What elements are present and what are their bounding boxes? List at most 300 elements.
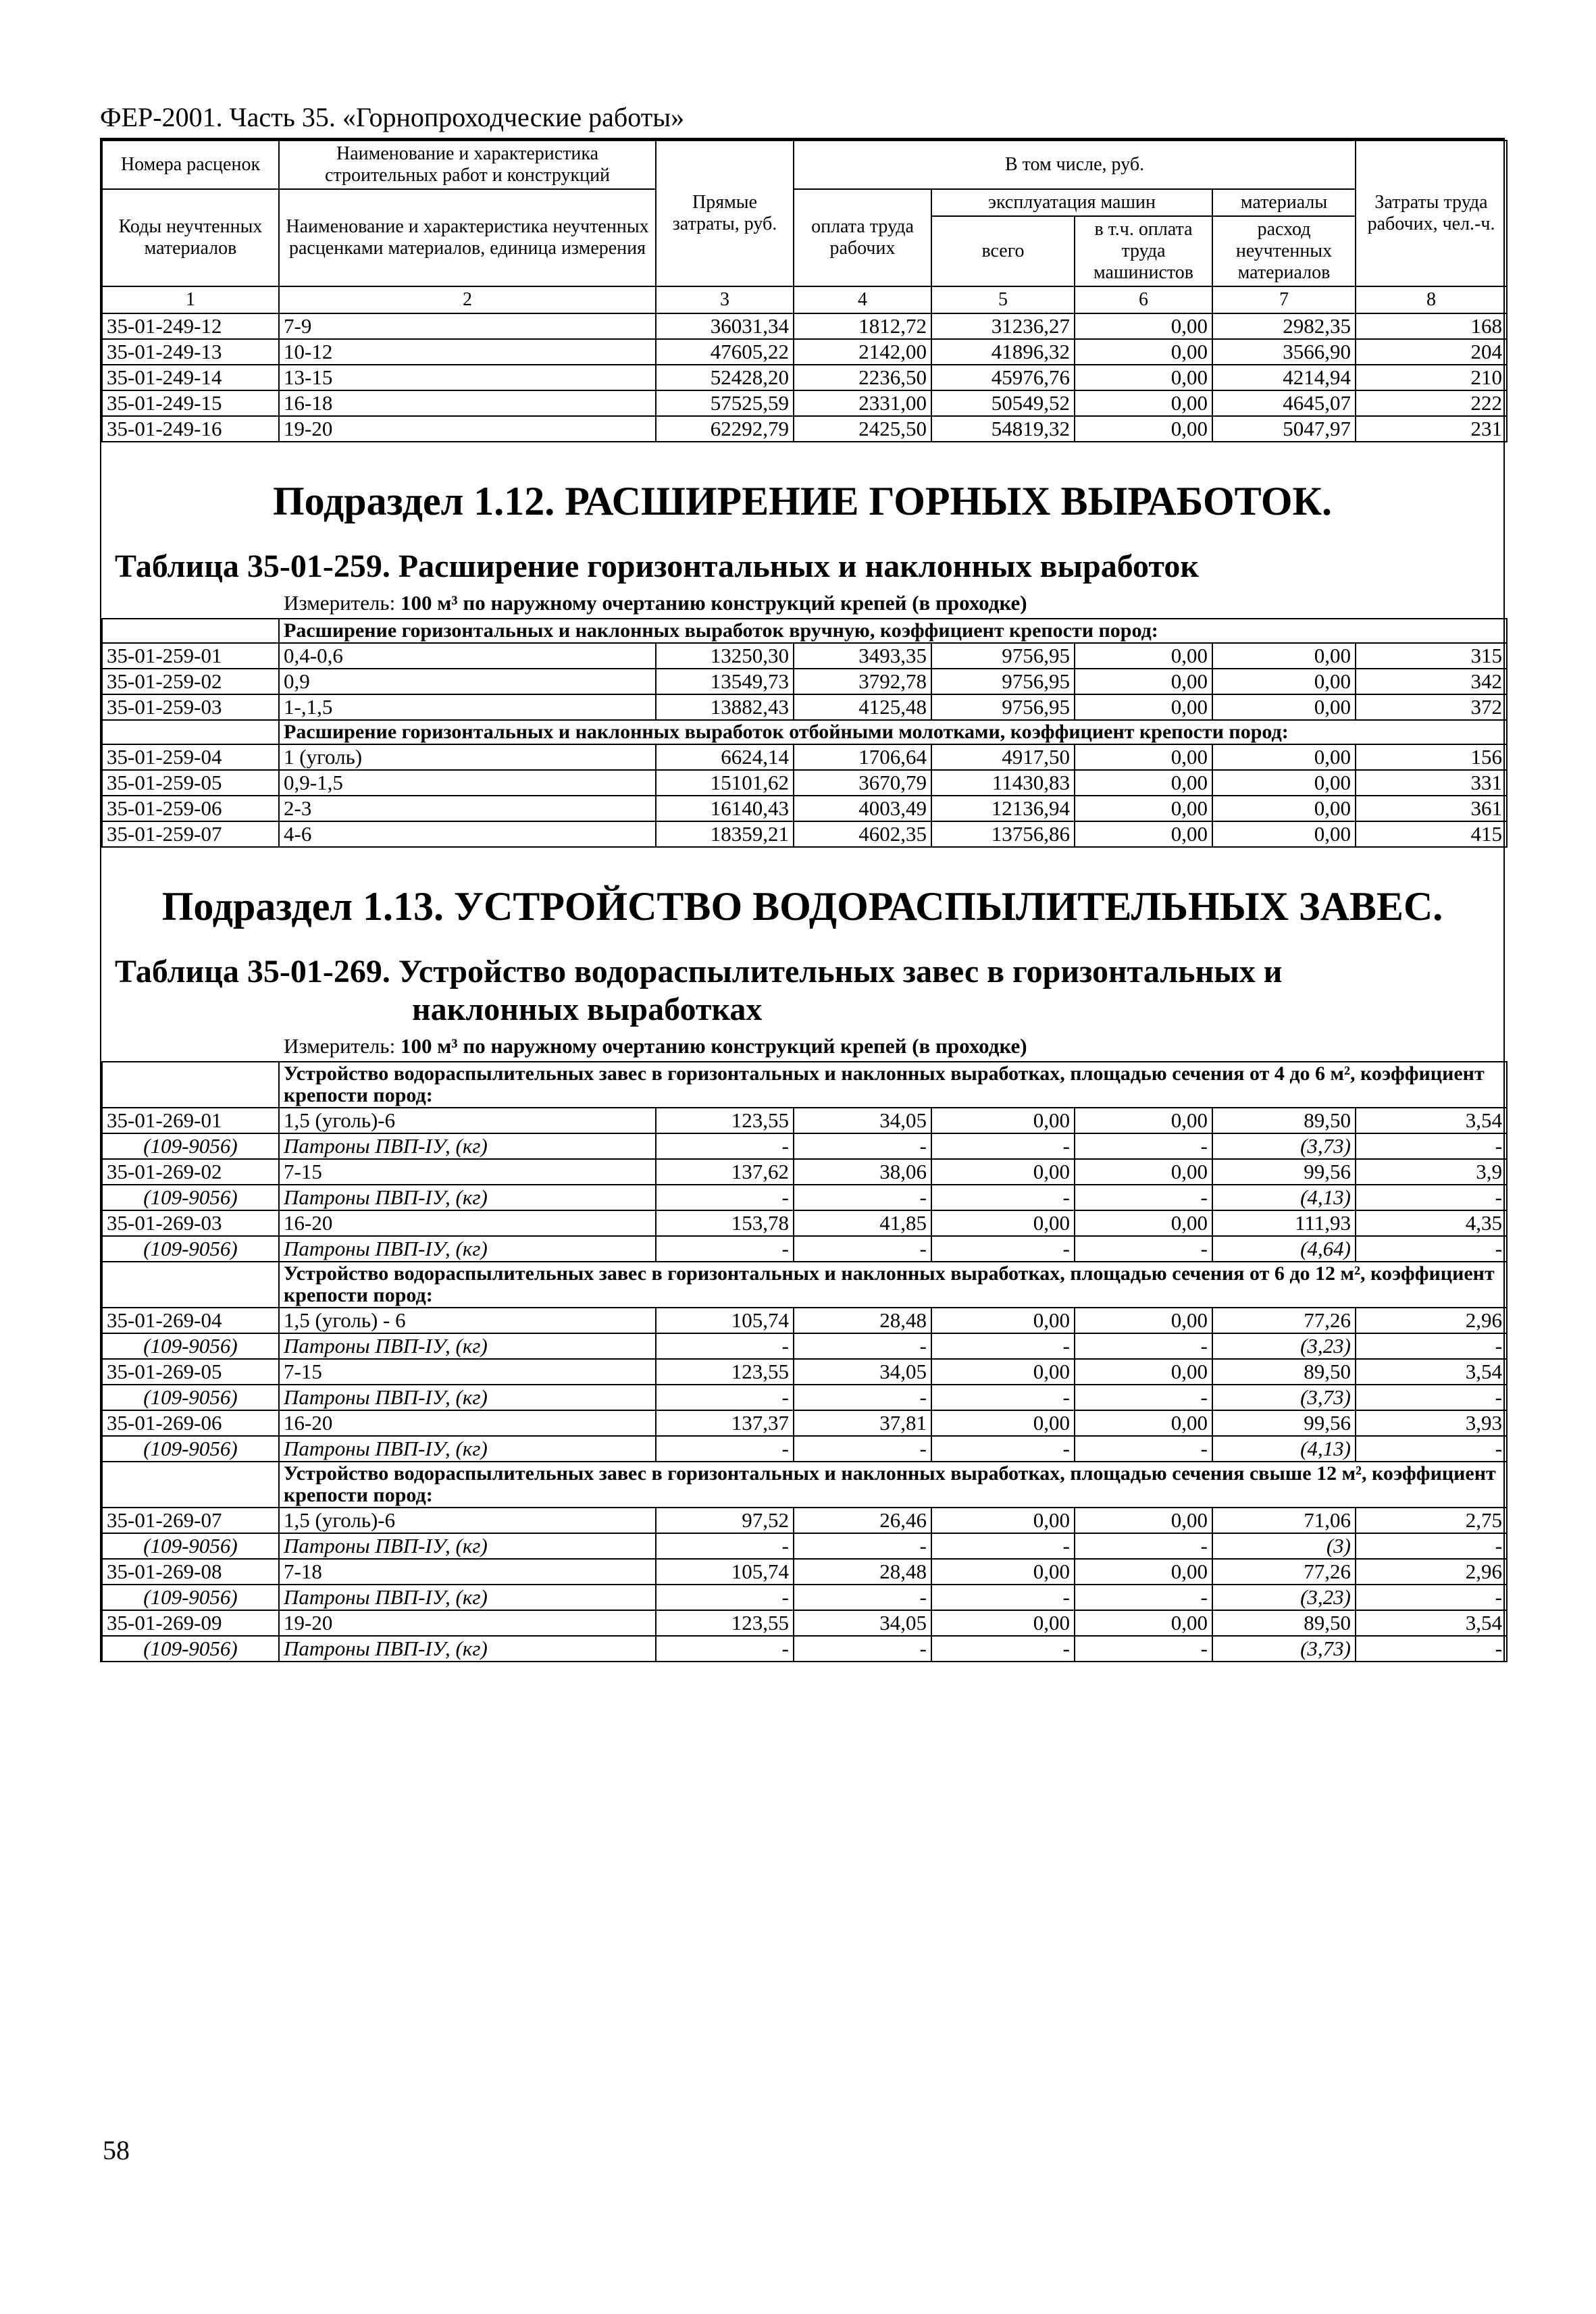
labor-hours: 168 [1356, 313, 1507, 339]
group-header-row [102, 1262, 1507, 1308]
direct-costs: - [656, 1333, 794, 1359]
labor-hours: - [1356, 1585, 1507, 1610]
direct-costs: 153,78 [656, 1210, 794, 1236]
machines-pay: 0,00 [1075, 694, 1212, 720]
machines-total: 50549,52 [931, 390, 1075, 416]
machines-total: 0,00 [931, 1410, 1075, 1436]
materials: 71,06 [1212, 1508, 1356, 1533]
rate-name: 0,9 [279, 669, 656, 694]
table-row [102, 1410, 1507, 1436]
direct-costs: - [656, 1133, 794, 1159]
direct-costs: 13549,73 [656, 669, 794, 694]
rate-name: 7-9 [279, 313, 656, 339]
rate-name: 7-18 [279, 1559, 656, 1585]
labor-hours: - [1356, 1533, 1507, 1559]
direct-costs: 105,74 [656, 1559, 794, 1585]
materials: 77,26 [1212, 1559, 1356, 1585]
materials: 2982,35 [1212, 313, 1356, 339]
rate-code: 35-01-249-12 [102, 313, 279, 339]
column-number: 1 [102, 286, 279, 313]
direct-costs: 97,52 [656, 1508, 794, 1533]
direct-costs: - [656, 1385, 794, 1410]
machines-pay: 0,00 [1075, 365, 1212, 390]
column-number: 4 [794, 286, 931, 313]
material-use: (3) [1212, 1533, 1356, 1559]
header-codes-bottom: Коды неучтенных материалов [102, 189, 279, 286]
labor-pay: 2236,50 [794, 365, 931, 390]
machines-total: 54819,32 [931, 416, 1075, 442]
machines-total: 0,00 [931, 1159, 1075, 1185]
rate-name: 2-3 [279, 796, 656, 821]
page-number: 58 [103, 2135, 130, 2165]
material-use: (3,23) [1212, 1585, 1356, 1610]
column-number: 5 [931, 286, 1075, 313]
direct-costs: 62292,79 [656, 416, 794, 442]
material-code: (109-9056) [102, 1236, 279, 1262]
labor-pay: 2331,00 [794, 390, 931, 416]
rate-name: 19-20 [279, 416, 656, 442]
materials: 0,00 [1212, 770, 1356, 796]
materials: 89,50 [1212, 1108, 1356, 1133]
group-header: Устройство водораспылительных завес в горизонтальных и наклонных выработках, площадью сечения свыше 12 м², коэффициент крепости пород: [279, 1462, 1507, 1508]
material-row [102, 1385, 1507, 1410]
machines-total: 31236,27 [931, 313, 1075, 339]
labor-hours: 331 [1356, 770, 1507, 796]
machines-pay: 0,00 [1075, 1108, 1212, 1133]
machines-total: - [931, 1333, 1075, 1359]
direct-costs: 123,55 [656, 1359, 794, 1385]
document-page [100, 101, 1505, 1662]
labor-pay: 3493,35 [794, 643, 931, 669]
machines-total: 0,00 [931, 1308, 1075, 1333]
machines-pay: 0,00 [1075, 1559, 1212, 1585]
machines-pay: 0,00 [1075, 669, 1212, 694]
materials: 5047,97 [1212, 416, 1356, 442]
document-frame [100, 140, 1505, 1662]
materials: 111,93 [1212, 1210, 1356, 1236]
machines-total: 11430,83 [931, 770, 1075, 796]
table-meter-269 [101, 1034, 1503, 1061]
labor-pay: 28,48 [794, 1308, 931, 1333]
materials: 99,56 [1212, 1410, 1356, 1436]
machines-total: 0,00 [931, 1508, 1075, 1533]
table-row [102, 770, 1507, 796]
machines-pay: 0,00 [1075, 313, 1212, 339]
rate-code: 35-01-269-08 [102, 1559, 279, 1585]
labor-pay: 38,06 [794, 1159, 931, 1185]
machines-pay: - [1075, 1533, 1212, 1559]
rate-name: 19-20 [279, 1610, 656, 1636]
header-materials-use: расход неучтенных материалов [1212, 216, 1356, 286]
group-header-row [102, 1062, 1507, 1108]
labor-pay: - [794, 1436, 931, 1462]
meter-value: 100 м³ по наружному очертанию конструкций крепей (в проходке) [400, 591, 1027, 615]
machines-pay: 0,00 [1075, 643, 1212, 669]
table-row [102, 1159, 1507, 1185]
header-labor-costs: Затраты труда рабочих, чел.-ч. [1356, 140, 1507, 286]
labor-hours: - [1356, 1236, 1507, 1262]
material-code: (109-9056) [102, 1385, 279, 1410]
labor-hours: - [1356, 1133, 1507, 1159]
labor-pay: 1812,72 [794, 313, 931, 339]
table-row [102, 313, 1507, 339]
table-row [102, 1210, 1507, 1236]
table-row [102, 390, 1507, 416]
machines-total: 41896,32 [931, 339, 1075, 365]
direct-costs: 15101,62 [656, 770, 794, 796]
table-row [102, 669, 1507, 694]
rate-name: 1,5 (уголь) - 6 [279, 1308, 656, 1333]
material-use: (4,64) [1212, 1236, 1356, 1262]
labor-pay: 34,05 [794, 1610, 931, 1636]
table-body-249 [102, 313, 1507, 442]
direct-costs: 13882,43 [656, 694, 794, 720]
group-header: Расширение горизонтальных и наклонных выработок отбойными молотками, коэффициент крепости пород: [279, 720, 1507, 744]
rate-name: 16-18 [279, 390, 656, 416]
table-row [102, 821, 1507, 847]
rate-code: 35-01-269-02 [102, 1159, 279, 1185]
header-column-numbers [102, 286, 1507, 313]
machines-pay: 0,00 [1075, 744, 1212, 770]
labor-pay: - [794, 1585, 931, 1610]
machines-pay: - [1075, 1385, 1212, 1410]
labor-pay: 26,46 [794, 1508, 931, 1533]
labor-pay: 4602,35 [794, 821, 931, 847]
rate-name: 16-20 [279, 1410, 656, 1436]
labor-pay: 34,05 [794, 1359, 931, 1385]
price-table-249 [101, 140, 1508, 442]
machines-pay: 0,00 [1075, 1210, 1212, 1236]
table-title-269 [101, 953, 1503, 1034]
rate-code: 35-01-269-03 [102, 1210, 279, 1236]
labor-pay: - [794, 1533, 931, 1559]
group-header: Устройство водораспылительных завес в горизонтальных и наклонных выработках, площадью сечения от 4 до 6 м², коэффициент крепости пород: [279, 1062, 1507, 1108]
machines-pay: - [1075, 1133, 1212, 1159]
material-row [102, 1636, 1507, 1662]
machines-pay: 0,00 [1075, 1610, 1212, 1636]
rate-code: 35-01-269-04 [102, 1308, 279, 1333]
direct-costs: 13250,30 [656, 643, 794, 669]
machines-pay: 0,00 [1075, 339, 1212, 365]
direct-costs: 57525,59 [656, 390, 794, 416]
labor-pay: 3670,79 [794, 770, 931, 796]
labor-pay: 37,81 [794, 1410, 931, 1436]
material-name: Патроны ПВП-IУ, (кг) [279, 1185, 656, 1210]
material-code: (109-9056) [102, 1436, 279, 1462]
labor-hours: 3,54 [1356, 1610, 1507, 1636]
table-row [102, 416, 1507, 442]
machines-total: 4917,50 [931, 744, 1075, 770]
rate-code: 35-01-259-01 [102, 643, 279, 669]
machines-total: 0,00 [931, 1610, 1075, 1636]
rate-code: 35-01-249-15 [102, 390, 279, 416]
labor-pay: 4125,48 [794, 694, 931, 720]
material-code: (109-9056) [102, 1185, 279, 1210]
direct-costs: 16140,43 [656, 796, 794, 821]
direct-costs: - [656, 1636, 794, 1662]
table-title-269-line1: Таблица 35-01-269. Устройство водораспылительных завес в горизонтальных и [115, 954, 1283, 989]
machines-pay: 0,00 [1075, 796, 1212, 821]
materials: 0,00 [1212, 643, 1356, 669]
direct-costs: 52428,20 [656, 365, 794, 390]
group-blank [102, 619, 279, 643]
table-title-259: Таблица 35-01-259. Расширение горизонтальных и наклонных выработок [115, 548, 1200, 584]
machines-total: - [931, 1533, 1075, 1559]
table-row [102, 339, 1507, 365]
machines-pay: 0,00 [1075, 1410, 1212, 1436]
meter-label: Измеритель: [284, 1034, 396, 1058]
table-row [102, 365, 1507, 390]
direct-costs: - [656, 1533, 794, 1559]
machines-total: 45976,76 [931, 365, 1075, 390]
group-header-row [102, 1462, 1507, 1508]
materials: 0,00 [1212, 669, 1356, 694]
header-name-top: Наименование и характеристика строительных работ и конструкций [279, 140, 656, 189]
column-number: 8 [1356, 286, 1507, 313]
table-row [102, 1359, 1507, 1385]
labor-hours: 415 [1356, 821, 1507, 847]
labor-hours: 3,54 [1356, 1359, 1507, 1385]
material-name: Патроны ПВП-IУ, (кг) [279, 1585, 656, 1610]
material-row [102, 1133, 1507, 1159]
labor-pay: - [794, 1385, 931, 1410]
machines-total: 0,00 [931, 1359, 1075, 1385]
header-labor-pay: оплата труда рабочих [794, 189, 931, 286]
machines-pay: 0,00 [1075, 770, 1212, 796]
machines-total: 0,00 [931, 1108, 1075, 1133]
rate-code: 35-01-259-03 [102, 694, 279, 720]
direct-costs: 137,62 [656, 1159, 794, 1185]
table-row [102, 1308, 1507, 1333]
rate-name: 7-15 [279, 1159, 656, 1185]
materials: 77,26 [1212, 1308, 1356, 1333]
labor-pay: 41,85 [794, 1210, 931, 1236]
price-table-269 [101, 1061, 1508, 1662]
machines-total: - [931, 1185, 1075, 1210]
group-blank [102, 1262, 279, 1308]
material-use: (3,73) [1212, 1133, 1356, 1159]
rate-code: 35-01-259-02 [102, 669, 279, 694]
column-number: 7 [1212, 286, 1356, 313]
table-row [102, 1108, 1507, 1133]
machines-total: 0,00 [931, 1210, 1075, 1236]
header-name-bottom: Наименование и характеристика неучтенных расценками материалов, единица измерения [279, 189, 656, 286]
table-title-269-line2: наклонных выработках [412, 992, 763, 1027]
material-code: (109-9056) [102, 1533, 279, 1559]
machines-pay: 0,00 [1075, 1308, 1212, 1333]
labor-pay: 2425,50 [794, 416, 931, 442]
labor-pay: - [794, 1636, 931, 1662]
labor-hours: 3,9 [1356, 1159, 1507, 1185]
material-name: Патроны ПВП-IУ, (кг) [279, 1236, 656, 1262]
direct-costs: - [656, 1185, 794, 1210]
machines-pay: 0,00 [1075, 1359, 1212, 1385]
group-blank [102, 1062, 279, 1108]
subsection-title-1-13: Подраздел 1.13. УСТРОЙСТВО ВОДОРАСПЫЛИТЕЛЬНЫХ ЗАВЕС. [161, 884, 1443, 929]
machines-total: 9756,95 [931, 643, 1075, 669]
machines-pay: - [1075, 1185, 1212, 1210]
material-use: (4,13) [1212, 1436, 1356, 1462]
price-table-259 [101, 618, 1508, 848]
rate-code: 35-01-259-06 [102, 796, 279, 821]
direct-costs: 137,37 [656, 1410, 794, 1436]
materials: 3566,90 [1212, 339, 1356, 365]
material-name: Патроны ПВП-IУ, (кг) [279, 1133, 656, 1159]
machines-pay: 0,00 [1075, 1508, 1212, 1533]
labor-hours: 204 [1356, 339, 1507, 365]
labor-pay: - [794, 1236, 931, 1262]
labor-pay: 2142,00 [794, 339, 931, 365]
header-including: В том числе, руб. [794, 140, 1356, 189]
materials: 89,50 [1212, 1359, 1356, 1385]
group-header: Расширение горизонтальных и наклонных выработок вручную, коэффициент крепости пород: [279, 619, 1507, 643]
labor-hours: 222 [1356, 390, 1507, 416]
direct-costs: 123,55 [656, 1108, 794, 1133]
materials: 4214,94 [1212, 365, 1356, 390]
machines-pay: - [1075, 1236, 1212, 1262]
machines-pay: - [1075, 1436, 1212, 1462]
machines-total: 0,00 [931, 1559, 1075, 1585]
machines-pay: 0,00 [1075, 1159, 1212, 1185]
material-name: Патроны ПВП-IУ, (кг) [279, 1385, 656, 1410]
material-code: (109-9056) [102, 1585, 279, 1610]
header-machines: эксплуатация машин [931, 189, 1212, 216]
table-body-259 [102, 619, 1507, 847]
machines-total: - [931, 1133, 1075, 1159]
direct-costs: 105,74 [656, 1308, 794, 1333]
group-header-row [102, 720, 1507, 744]
rate-code: 35-01-249-13 [102, 339, 279, 365]
rate-code: 35-01-269-09 [102, 1610, 279, 1636]
materials: 99,56 [1212, 1159, 1356, 1185]
machines-pay: - [1075, 1636, 1212, 1662]
material-use: (3,73) [1212, 1385, 1356, 1410]
rate-name: 0,4-0,6 [279, 643, 656, 669]
labor-pay: - [794, 1333, 931, 1359]
materials: 0,00 [1212, 694, 1356, 720]
table-row [102, 744, 1507, 770]
material-use: (3,23) [1212, 1333, 1356, 1359]
material-row [102, 1585, 1507, 1610]
material-row [102, 1185, 1507, 1210]
labor-hours: 2,96 [1356, 1559, 1507, 1585]
labor-hours: 210 [1356, 365, 1507, 390]
labor-hours: 2,96 [1356, 1308, 1507, 1333]
labor-pay: - [794, 1185, 931, 1210]
header-materials: материалы [1212, 189, 1356, 216]
machines-pay: - [1075, 1585, 1212, 1610]
machines-total: - [931, 1236, 1075, 1262]
labor-hours: - [1356, 1385, 1507, 1410]
subsection-title-1-12: Подраздел 1.12. РАСШИРЕНИЕ ГОРНЫХ ВЫРАБОТОК. [272, 479, 1333, 523]
materials: 89,50 [1212, 1610, 1356, 1636]
rate-code: 35-01-259-07 [102, 821, 279, 847]
rate-code: 35-01-259-04 [102, 744, 279, 770]
rate-name: 16-20 [279, 1210, 656, 1236]
direct-costs: - [656, 1585, 794, 1610]
machines-pay: - [1075, 1333, 1212, 1359]
labor-pay: 1706,64 [794, 744, 931, 770]
material-name: Патроны ПВП-IУ, (кг) [279, 1333, 656, 1359]
direct-costs: 47605,22 [656, 339, 794, 365]
rate-code: 35-01-269-05 [102, 1359, 279, 1385]
table-header [102, 140, 1507, 313]
header-direct-costs: Прямые затраты, руб. [656, 140, 794, 286]
material-name: Патроны ПВП-IУ, (кг) [279, 1436, 656, 1462]
rate-name: 1,5 (уголь)-6 [279, 1508, 656, 1533]
table-meter-259 [101, 591, 1503, 618]
header-machines-pay: в т.ч. оплата труда машинистов [1075, 216, 1212, 286]
material-name: Патроны ПВП-IУ, (кг) [279, 1533, 656, 1559]
materials: 4645,07 [1212, 390, 1356, 416]
table-row [102, 643, 1507, 669]
group-blank [102, 720, 279, 744]
table-row [102, 1559, 1507, 1585]
rate-code: 35-01-249-16 [102, 416, 279, 442]
labor-hours: 342 [1356, 669, 1507, 694]
material-use: (4,13) [1212, 1185, 1356, 1210]
rate-name: 10-12 [279, 339, 656, 365]
header-codes-top: Номера расценок [102, 140, 279, 189]
table-row [102, 1610, 1507, 1636]
meter-label: Измеритель: [284, 591, 396, 615]
machines-total: - [931, 1585, 1075, 1610]
labor-hours: 231 [1356, 416, 1507, 442]
materials: 0,00 [1212, 744, 1356, 770]
rate-code: 35-01-249-14 [102, 365, 279, 390]
labor-hours: - [1356, 1333, 1507, 1359]
materials: 0,00 [1212, 821, 1356, 847]
machines-total: 9756,95 [931, 694, 1075, 720]
machines-pay: 0,00 [1075, 390, 1212, 416]
labor-hours: 4,35 [1356, 1210, 1507, 1236]
machines-total: - [931, 1636, 1075, 1662]
group-header-row [102, 619, 1507, 643]
rate-name: 1 (уголь) [279, 744, 656, 770]
labor-pay: - [794, 1133, 931, 1159]
group-header: Устройство водораспылительных завес в горизонтальных и наклонных выработках, площадью сечения от 6 до 12 м², коэффициент крепости пород: [279, 1262, 1507, 1308]
column-number: 2 [279, 286, 656, 313]
materials: 0,00 [1212, 796, 1356, 821]
material-name: Патроны ПВП-IУ, (кг) [279, 1636, 656, 1662]
rate-name: 0,9-1,5 [279, 770, 656, 796]
machines-total: - [931, 1436, 1075, 1462]
labor-hours: - [1356, 1636, 1507, 1662]
labor-hours: 156 [1356, 744, 1507, 770]
meter-value: 100 м³ по наружному очертанию конструкций крепей (в проходке) [400, 1034, 1027, 1058]
material-code: (109-9056) [102, 1133, 279, 1159]
labor-hours: 2,75 [1356, 1508, 1507, 1533]
header-machines-total: всего [931, 216, 1075, 286]
rate-code: 35-01-269-06 [102, 1410, 279, 1436]
direct-costs: 123,55 [656, 1610, 794, 1636]
labor-pay: 3792,78 [794, 669, 931, 694]
table-body-269 [102, 1062, 1507, 1662]
machines-total: 13756,86 [931, 821, 1075, 847]
material-use: (3,73) [1212, 1636, 1356, 1662]
running-head: ФЕР-2001. Часть 35. «Горнопроходческие работы» [100, 101, 1505, 140]
labor-hours: 361 [1356, 796, 1507, 821]
rate-name: 13-15 [279, 365, 656, 390]
direct-costs: 6624,14 [656, 744, 794, 770]
machines-total: 9756,95 [931, 669, 1075, 694]
column-number: 3 [656, 286, 794, 313]
labor-hours: 3,93 [1356, 1410, 1507, 1436]
table-row [102, 796, 1507, 821]
rate-code: 35-01-269-01 [102, 1108, 279, 1133]
material-row [102, 1436, 1507, 1462]
labor-pay: 34,05 [794, 1108, 931, 1133]
